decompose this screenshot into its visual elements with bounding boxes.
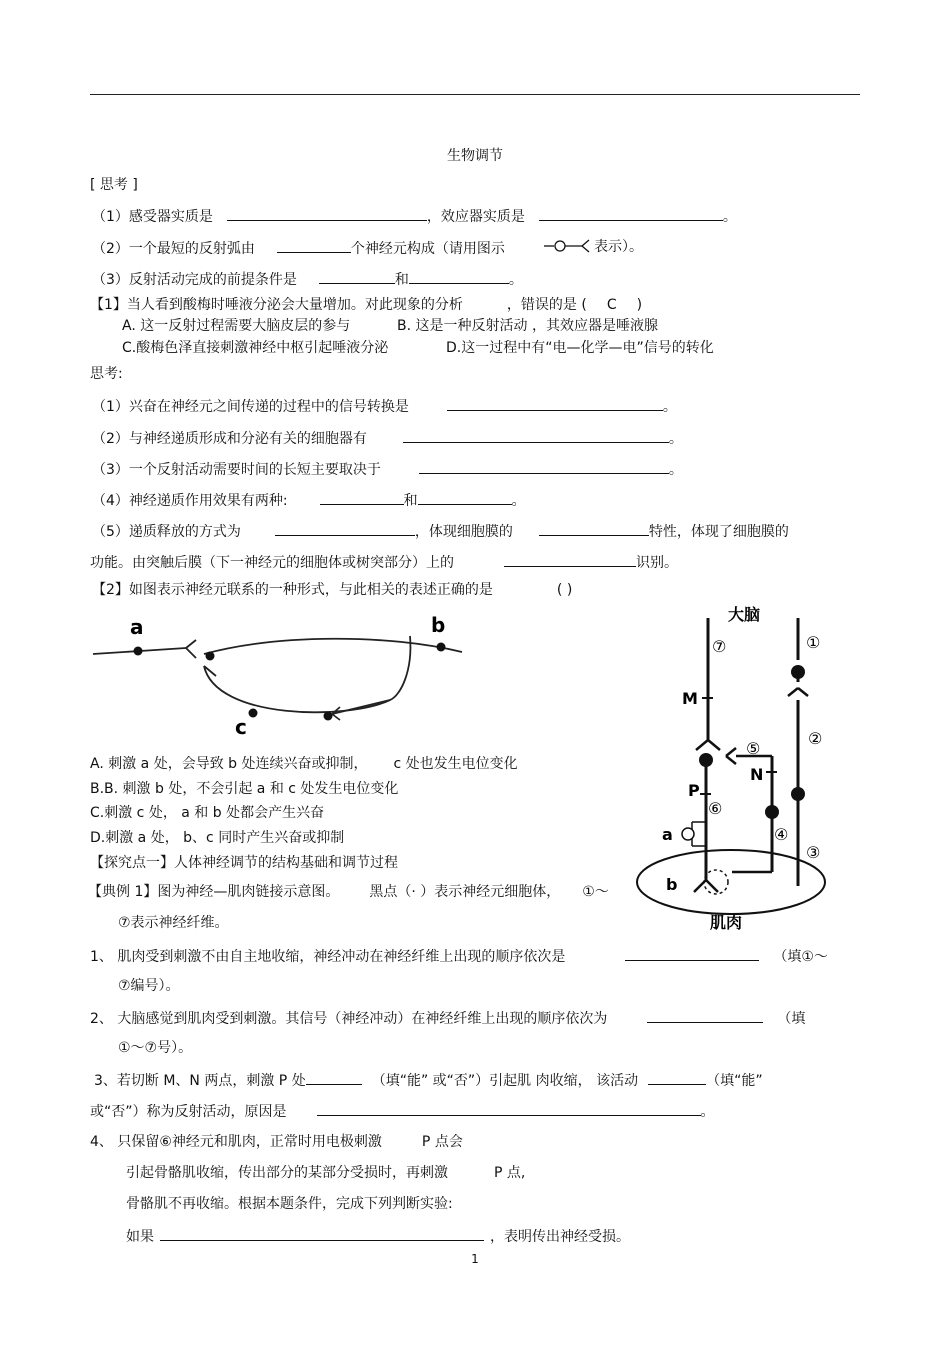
blank[interactable] — [227, 205, 427, 221]
sec1-q1: （1）感受器实质是 ，效应器实质是 。 — [92, 205, 737, 227]
ex1-option-c: C.酸梅色泽直接刺激神经中枢引起唾液分泌 — [122, 340, 389, 356]
blank[interactable] — [409, 268, 509, 284]
svg-text:⑤: ⑤ — [746, 739, 761, 758]
blank[interactable] — [275, 520, 415, 536]
sec2-q3: （3）一个反射活动需要时间的长短主要取决于 。 — [92, 458, 683, 480]
ex1-stem: 【1】当人看到酸梅时唾液分泌会大量增加。对此现象的分析 ，错误的是 ( C ) — [90, 297, 643, 313]
sec2-heading: 思考: — [90, 366, 123, 382]
blank[interactable] — [539, 520, 649, 536]
ex1-option-b: B. 这是一种反射活动 ，其效应器是唾液腺 — [397, 318, 658, 334]
cell-body — [206, 652, 215, 661]
nerve-muscle-diagram — [636, 600, 836, 940]
ex2-stem: 【2】如图表示神经元联系的一种形式，与此相关的表述正确的是 ( ) — [92, 582, 573, 598]
blank[interactable] — [647, 1007, 763, 1023]
label-brain: 大脑 — [728, 605, 761, 624]
svg-text:③: ③ — [806, 843, 821, 862]
ex2-option-d: D.刺激 a 处， b、c 同时产生兴奋或抑制 — [90, 830, 345, 846]
sec2-q5: （5）递质释放的方式为 ，体现细胞膜的 特性，体现了细胞膜的 — [92, 520, 789, 542]
cell-body — [324, 712, 333, 721]
neuron-circuit-diagram — [88, 610, 468, 740]
blank[interactable] — [319, 268, 395, 284]
svg-text:P: P — [688, 781, 700, 800]
blank[interactable] — [306, 1069, 362, 1085]
explore-q2: 2、 大脑感觉到肌肉受到刺激。其信号（神经冲动）在神经纤维上出现的顺序依次为 （填 — [90, 1007, 805, 1029]
blank[interactable] — [277, 237, 351, 253]
svg-text:N: N — [750, 765, 764, 784]
sec2-q4: （4）神经递质作用效果有两种: 和 。 — [92, 489, 526, 511]
svg-text:⑦: ⑦ — [712, 637, 727, 656]
explore-heading: 【探究点一】人体神经调节的结构基础和调节过程 — [90, 855, 398, 871]
sec2-q1: （1）兴奋在神经元之间传递的过程中的信号转换是 。 — [92, 395, 677, 417]
blank[interactable] — [317, 1100, 701, 1116]
blank[interactable] — [648, 1069, 706, 1085]
point-a — [134, 647, 143, 656]
sec1-q2: （2）一个最短的反射弧由 个神经元构成（请用图示 — [92, 237, 505, 259]
label-c: c — [235, 715, 247, 739]
ex2-option-a: A. 刺激 a 处，会导致 b 处连续兴奋或抑制， c 处也发生电位变化 — [90, 756, 518, 772]
point-b — [437, 643, 446, 652]
sec2-q2: （2）与神经递质形成和分泌有关的细胞器有 。 — [92, 427, 683, 449]
ex2-option-b: B.B. 刺激 b 处，不会引起 a 和 c 处发生电位变化 — [90, 781, 399, 797]
sec1-q2-end: 表示）。 — [594, 239, 643, 255]
explore-q3-cont: 或“否”）称为反射活动，原因是 。 — [90, 1100, 715, 1122]
blank[interactable] — [403, 427, 669, 443]
blank[interactable] — [160, 1225, 484, 1241]
ex2-option-c: C.刺激 c 处， a 和 b 处都会产生兴奋 — [90, 805, 325, 821]
explore-example-cont: ⑦表示神经纤维。 — [118, 915, 229, 931]
sec2-q5-cont: 功能。由突触后膜（下一神经元的细胞体或树突部分）上的 识别。 — [90, 551, 678, 573]
explore-q1: 1、 肌肉受到刺激不由自主地收缩，神经冲动在神经纤维上出现的顺序依次是 （填①～ — [90, 945, 828, 967]
blank[interactable] — [447, 395, 663, 411]
blank[interactable] — [419, 458, 669, 474]
blank[interactable] — [418, 489, 512, 505]
explore-q4-line2: 引起骨骼肌收缩，传出部分的某部分受损时，再刺激 P 点, — [126, 1165, 526, 1181]
svg-text:②: ② — [808, 729, 823, 748]
svg-text:b: b — [666, 875, 678, 894]
point-c — [249, 709, 258, 718]
page-title: 生物调节 — [447, 148, 503, 164]
sec1-q3: （3）反射活动完成的前提条件是 和 。 — [92, 268, 523, 290]
explore-q2-cont: ①～⑦号）。 — [118, 1040, 193, 1056]
explore-q1-cont: ⑦编号）。 — [118, 978, 180, 994]
svg-text:①: ① — [806, 633, 821, 652]
neuron-symbol-icon — [540, 236, 592, 258]
svg-text:a: a — [662, 825, 673, 844]
ex1-option-a: A. 这一反射过程需要大脑皮层的参与 — [122, 318, 351, 334]
ex1-option-d: D.这一过程中有“电—化学—电”信号的转化 — [446, 340, 714, 356]
label-muscle: 肌肉 — [710, 913, 743, 932]
svg-text:④: ④ — [774, 825, 789, 844]
blank[interactable] — [539, 205, 723, 221]
blank[interactable] — [625, 945, 759, 961]
explore-q4: 4、 只保留⑥神经元和肌肉，正常时用电极刺激 P 点会 — [90, 1134, 463, 1150]
blank[interactable] — [320, 489, 404, 505]
label-b: b — [431, 613, 446, 637]
svg-text:M: M — [682, 689, 698, 708]
page-number: 1 — [471, 1252, 479, 1266]
explore-example: 【典例 1】图为神经—肌肉链接示意图。 黑点（· ）表示神经元细胞体， ①～ — [88, 884, 609, 900]
explore-q4-line4: 如果 ，表明传出神经受损。 — [126, 1225, 630, 1247]
sec1-heading: [ 思考 ] — [90, 177, 138, 193]
blank[interactable] — [504, 551, 636, 567]
ex1-answer: C — [606, 297, 617, 313]
explore-q4-line3: 骨骼肌不再收缩。根据本题条件，完成下列判断实验: — [126, 1196, 453, 1212]
header-rule — [90, 94, 860, 95]
label-a: a — [130, 615, 144, 639]
explore-q3: 3、若切断 M、N 两点，刺激 P 处 （填“能” 或“否”）引起肌 肉收缩， 该活动 （填“能” — [94, 1069, 763, 1091]
svg-text:⑥: ⑥ — [708, 799, 723, 818]
